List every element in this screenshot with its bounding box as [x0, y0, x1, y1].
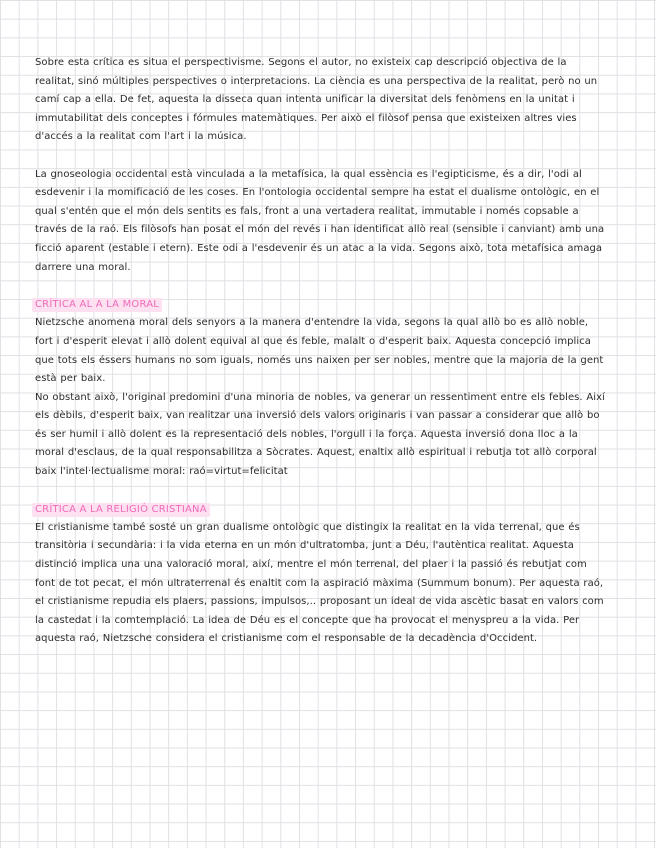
heading-religion-critique: CRÍTICA A LA RELIGIÓ CRISTIANA [32, 503, 210, 517]
spacer [35, 482, 607, 501]
heading-wrapper [35, 296, 607, 315]
paragraph-master-morality: Nietzsche anomena moral dels senyors a la manera d'entendre la vida, segons la qual allò bo es allò noble, fort i d'esperit elevat i allò dolent equival al que és feble, malalt o d'esperit baix. Aquesta concepció implica que tots els éssers humans no som iguals, només uns naixen per ser nobles, mentre que la majoria de la gent està per baix. [35, 317, 604, 385]
notes-page [35, 54, 607, 649]
spacer [35, 277, 607, 296]
paragraph-metaphysics: La gnoseologia occidental està vinculada a la metafísica, la qual essència es l'egipticisme, és a dir, l'odi al esdevenir i la momificació de les coses. En l'ontologia occidental sempre ha estat el dualisme ontològic, en el qual s'entén que el món dels sentits es fals, front a una vertadera realitat, immutable i només copsable a través de la raó. Els filòsofs han posat el món del revés i han identificat allò real (sensible i canviant) amb una ficció aparent (estable i etern). Este odi a l'esdevenir és un atac a la vida. Segons això, tota metafísica amaga darrere una moral. [35, 168, 605, 273]
heading-wrapper [35, 500, 607, 519]
paragraph-christianity: El cristianisme també sosté un gran dualisme ontològic que distingix la realitat en la vida terrenal, que és transitòria i secundària: i la vida eterna en un món d'ultratomba, junt a Déu, l'autèntica realitat. Aquesta distinció implica una una valoració moral, així, mentre el món terrenal, del plaer i la passió és rebutjat com font de tot pecat, el món ultraterrenal és enaltit com la aspiració màxima (Summum bonum). Per aquesta raó, el cristianisme repudia els plaers, passions, impulsos,.. proposant un ideal de vida ascètic basat en valors com la castedat i la comtemplació. La idea de Déu es el concepte que ha provocat el menyspreu a la vida. Per aquesta raó, Nietzsche considera el cristianisme com el responsable de la decadència d'Occident. [35, 521, 604, 645]
paragraph-perspectivism: Sobre esta crítica es situa el perspectivisme. Segons el autor, no existeix cap descripció objectiva de la realitat, sinó múltiples perspectives o interpretacions. La ciència es una perspectiva de la realitat, però no un camí cap a ella. De fet, aquesta la disseca quan intenta unificar la diversitat dels fenòmens en la unitat i immutabilitat dels conceptes i fórmules matemàtiques. Per això el filòsof pensa que existeixen altres vies d'accés a la realitat com l'art i la música. [35, 57, 598, 143]
heading-moral-critique: CRÍTICA AL A LA MORAL [32, 298, 162, 312]
spacer [35, 147, 607, 166]
paragraph-slave-morality: No obstant això, l'original predomini d'una minoria de nobles, va generar un ressentiment entre els febles. Així els dèbils, d'esperit baix, van realitzar una inversió dels valors originaris i van passar a considerar que allò bo és ser humil i allò dolent es la representació dels nobles, l'orgull i la força. Aquesta inversió dona lloc a la moral d'esclaus, de la qual responsabilitza a Sòcrates. Aquest, enaltix allò espiritual i rebutja tot allò corporal baix l'intel·lectualisme moral: raó=virtut=felicitat [35, 391, 605, 478]
